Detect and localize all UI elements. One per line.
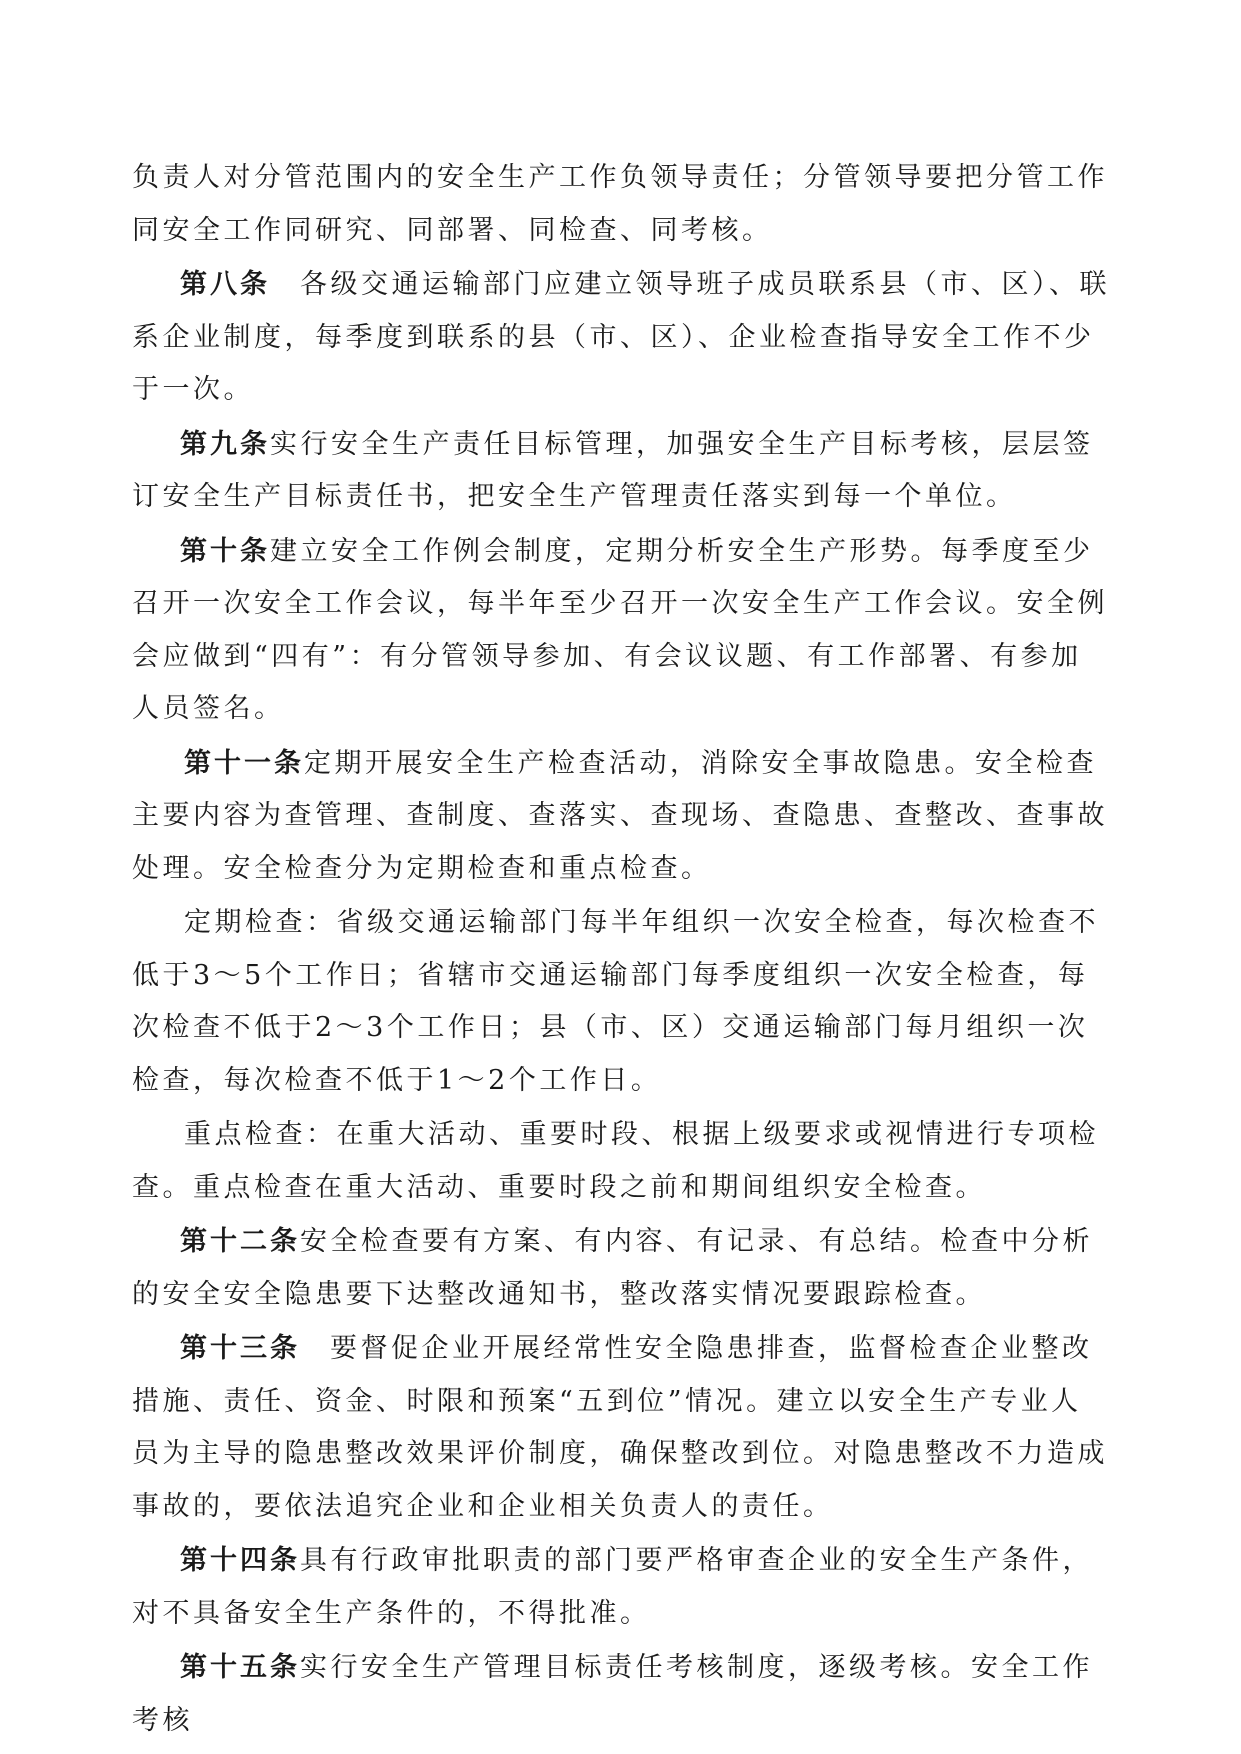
article-text: 各级交通运输部门应建立领导班子成员联系县（市、区）、联系企业制度，每季度到联系的县（市、区）、企业检查指导安全工作不少于一次。 — [132, 269, 1110, 405]
article-text: 具有行政审批职责的部门要严格审查企业的安全生产条件，对不具备安全生产条件的，不得批准。 — [132, 1545, 1093, 1629]
key-inspection-paragraph — [132, 1109, 1112, 1214]
article-14 — [132, 1535, 1112, 1640]
article-12 — [132, 1216, 1112, 1321]
article-15 — [132, 1642, 1112, 1747]
regular-inspection-paragraph — [132, 897, 1112, 1107]
article-title: 第九条 — [180, 428, 270, 460]
article-text: 要督促企业开展经常性安全隐患排查，监督检查企业整改措施、责任、资金、时限和预案“五到位”情况。建立以安全生产专业人员为主导的隐患整改效果评价制度，确保整改到位。对隐患整改不力造成事故的，要依法追究企业和企业相关负责人的责任。 — [132, 1333, 1108, 1522]
article-text: 定期开展安全生产检查活动，消除安全事故隐患。安全检查主要内容为查管理、查制度、查落实、查现场、查隐患、查整改、查事故处理。安全检查分为定期检查和重点检查。 — [132, 747, 1108, 884]
article-text: 建立安全工作例会制度，定期分析安全生产形势。每季度至少召开一次安全工作会议，每半年至少召开一次安全生产工作会议。安全例会应做到“四有”：有分管领导参加、有会议议题、有工作部署、有参加人员签名。 — [132, 535, 1108, 724]
article-title: 第十二条 — [180, 1226, 300, 1257]
article-text: 实行安全生产责任目标管理，加强安全生产目标考核，层层签订安全生产目标责任书，把安全生产管理责任落实到每一个单位。 — [132, 428, 1094, 512]
article-9 — [132, 419, 1112, 524]
paragraph-text: 重点检查：在重大活动、重要时段、根据上级要求或视情进行专项检查。重点检查在重大活动、重要时段之前和期间组织安全检查。 — [132, 1119, 1099, 1203]
paragraph-text: 定期检查：省级交通运输部门每半年组织一次安全检查，每次检查不低于3～5个工作日；省辖市交通运输部门每季度组织一次安全检查，每次检查不低于2～3个工作日；县（市、区）交通运输部门每月组织一次检查，每次检查不低于1～2个工作日。 — [132, 907, 1099, 1096]
article-text: 安全检查要有方案、有内容、有记录、有总结。检查中分析的安全安全隐患要下达整改通知书，整改落实情况要跟踪检查。 — [132, 1226, 1093, 1310]
document-body — [132, 152, 1112, 1749]
article-8 — [132, 259, 1112, 417]
article-title: 第十四条 — [180, 1545, 300, 1576]
article-11 — [132, 738, 1112, 896]
paragraph-continuation — [132, 152, 1112, 257]
paragraph-text: 负责人对分管范围内的安全生产工作负领导责任；分管领导要把分管工作同安全工作同研究、同部署、同检查、同考核。 — [132, 162, 1108, 246]
article-title: 第十条 — [180, 535, 270, 567]
article-10 — [132, 526, 1112, 736]
article-13 — [132, 1323, 1112, 1533]
article-title: 第十五条 — [180, 1652, 300, 1683]
article-title: 第十一条 — [184, 747, 304, 779]
article-text: 实行安全生产管理目标责任考核制度，逐级考核。安全工作考核 — [132, 1652, 1093, 1736]
article-title: 第十三条 — [180, 1333, 300, 1364]
article-title: 第八条 — [180, 269, 270, 300]
